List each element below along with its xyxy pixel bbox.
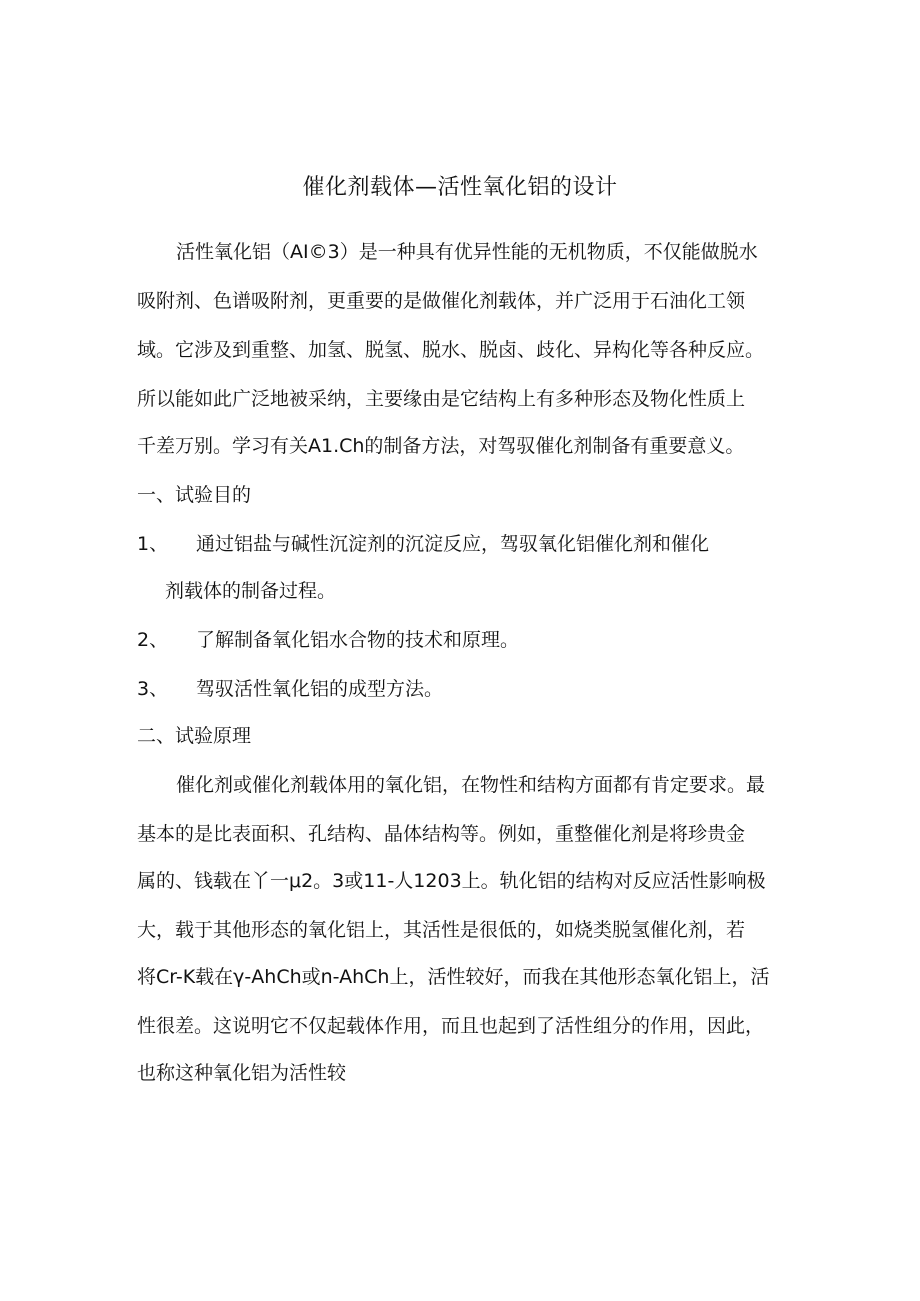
principle-line-4: 大，载于其他形态的氧化铝上，其活性是很低的，如烧类脱氢催化剂，若 bbox=[137, 919, 746, 941]
principle-line-3: 属的、钱载在丫一μ2。3或11-人1203上。轨化铝的结构对反应活性影响极 bbox=[137, 870, 766, 892]
principle-line-7: 也称这种氧化铝为活性较 bbox=[137, 1062, 347, 1084]
principle-line-5: 将Cr-K载在γ-AhCh或n-AhCh上，活性较好，而我在其他形态氧化铝上，活 bbox=[137, 966, 770, 988]
principle-line-1: 催化剂或催化剂载体用的氧化铝，在物性和结构方面都有肯定要求。最 bbox=[176, 774, 766, 796]
list-item-2-text: 了解制备氧化铝水合物的技术和原理。 bbox=[196, 629, 520, 651]
list-number-1: 1、 bbox=[137, 533, 169, 555]
intro-line-2: 吸附剂、色谱吸附剂，更重要的是做催化剂载体，并广泛用于石油化工领 bbox=[137, 290, 746, 312]
intro-line-5: 千差万别。学习有关A1.Ch的制备方法，对驾驭催化剂制备有重要意义。 bbox=[137, 435, 745, 457]
intro-line-1: 活性氧化铝（AI©3）是一种具有优异性能的无机物质，不仅能做脱水 bbox=[176, 241, 758, 263]
section-heading-objectives: 一、试验目的 bbox=[137, 484, 252, 506]
principle-line-6: 性很差。这说明它不仅起载体作用，而且也起到了活性组分的作用，因此， bbox=[137, 1015, 765, 1037]
list-item-1-continuation: 剂载体的制备过程。 bbox=[165, 580, 337, 602]
document-title: 催化剂载体—活性氧化铝的设计 bbox=[302, 175, 618, 200]
section-heading-principle: 二、试验原理 bbox=[137, 725, 252, 747]
principle-line-2: 基本的是比表面积、孔结构、晶体结构等。例如，重整催化剂是将珍贵金 bbox=[137, 823, 746, 845]
intro-line-4: 所以能如此广泛地被采纳，主要缘由是它结构上有多种形态及物化性质上 bbox=[137, 388, 746, 410]
list-item-1-text: 通过铝盐与碱性沉淀剂的沉淀反应，驾驭氧化铝催化剂和催化 bbox=[196, 533, 710, 555]
intro-line-3: 域。它涉及到重整、加氢、脱氢、脱水、脱卤、歧化、异构化等各种反应。 bbox=[137, 339, 765, 361]
list-number-2: 2、 bbox=[137, 629, 169, 651]
list-number-3: 3、 bbox=[137, 678, 169, 700]
list-item-3-text: 驾驭活性氧化铝的成型方法。 bbox=[196, 678, 444, 700]
